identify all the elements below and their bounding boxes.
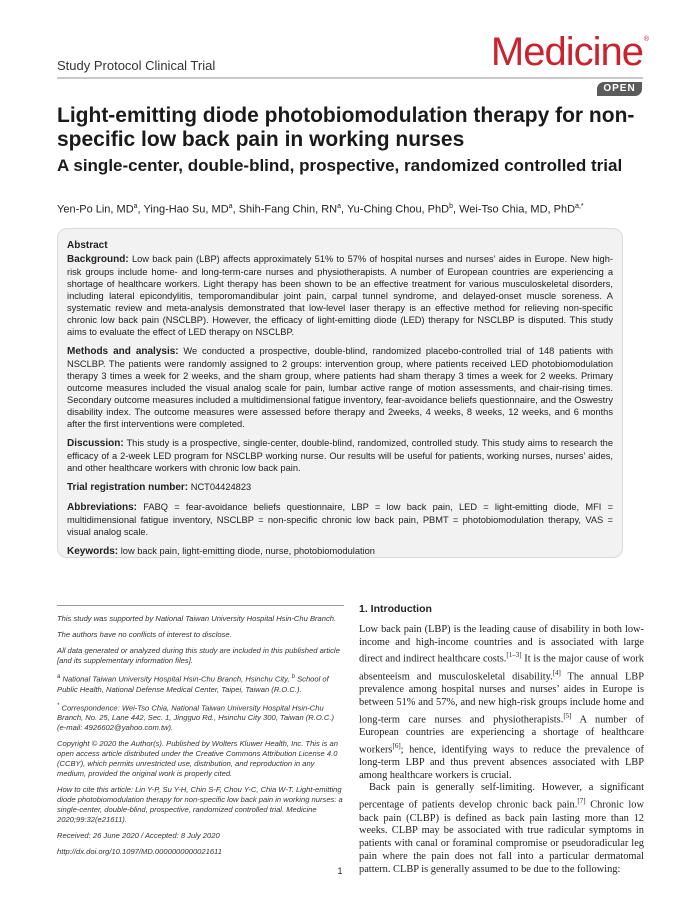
journal-logo: Medicine	[490, 30, 643, 74]
section-label: Study Protocol Clinical Trial	[57, 58, 216, 73]
data-availability-note: All data generated or analyzed during this study are included in this published article [and its supplementary information files].	[57, 646, 340, 665]
conflict-note: The authors have no conflicts of interest to disclose.	[57, 630, 232, 639]
affiliation-text: School of Public Health, National Defense Medical Center, Taipei, Taiwan (R.O.C.).	[57, 674, 329, 694]
affiliation-mark: a	[57, 674, 61, 680]
open-access-badge: OPEN	[597, 82, 642, 96]
body-paragraph	[359, 782, 644, 876]
page-header	[57, 30, 649, 82]
author-name: Yu-Ching Chou, PhD	[346, 203, 450, 216]
header-rule	[57, 77, 643, 79]
abstract-methods	[67, 345, 613, 430]
author-name: Yen-Po Lin, MD	[57, 203, 134, 216]
abstract-trial-registration	[67, 481, 613, 494]
introduction-column	[359, 603, 644, 876]
abstract-text: NCT04424823	[188, 482, 252, 492]
citation-note: How to cite this article: Lin Y-P, Su Y-H, Chin S-F, Chou Y-C, Chia W-T. Light-emitting diode photobiomodulation therapy for non-specific low back pain in working nurses: a single-center, double-blind, prospective, randomized controlled trial. Medicine 2020;99:32(e21611).	[57, 785, 343, 825]
abstract-label: Discussion:	[67, 438, 124, 449]
correspondence-text: Correspondence: Wei-Tso Chia, National Taiwan University Hospital Hsin-Chu Branch, No. 25, Lane 442, Sec. 1, Jingguo Rd., Hsinchu City 300, Taiwan (R.O.C.) (e-mail: 4926602@yahoo.com.tw).	[57, 703, 335, 733]
citation-ref[interactable]: [1–3]	[506, 651, 522, 660]
footnote-column	[57, 605, 344, 863]
affiliation-note	[57, 672, 344, 695]
abstract-text: FABQ = fear-avoidance beliefs questionnaire, LBP = low back pain, LED = light-emitting diode, MFI = multidimensional fatigue inventory, NSCLBP = non-specific chronic low back pain, PBMT = photobiomodulation therapy, VAS = visual analog scale.	[67, 502, 613, 537]
abstract-text: We conducted a prospective, double-blind, randomized placebo-controlled trial of 148 patients with NSCLBP. The patients were randomly assigned to 2 groups: intervention group, where patients received LED photobiomodulation therapy 3 times a week for 2 weeks, and the sham group, where patients had sham therapy 3 times a week for 2 weeks. Primary outcome measures included the visual analog scale for pain, lumbar active range of motion assessments, and chair-rising times. Secondary outcome measures included a multidimensional fatigue inventory, fear-avoidance beliefs questionnaire, and the Oswestry disability index. The outcome measures were assessed before therapy and 2weeks, 4 weeks, 8 weeks, 12 weeks, and 6 months after the first interventions were completed.	[67, 346, 613, 429]
abstract-background	[67, 253, 613, 338]
author-name: Wei-Tso Chia, MD, PhD	[459, 203, 576, 216]
abstract-box	[57, 228, 623, 558]
abstract-heading: Abstract	[67, 240, 108, 251]
abstract-keywords	[67, 545, 613, 558]
footnote-divider	[57, 605, 344, 606]
affiliation-mark: b	[291, 674, 295, 680]
body-text: Back pain is generally self-limiting. However, a significant percentage of patients develop chronic back pain.	[359, 782, 644, 811]
section-heading: 1. Introduction	[359, 603, 432, 615]
abstract-text: This study is a prospective, single-center, double-blind, randomized, controlled study. This study aims to research the efficacy of a 2-week LED program for NSCLBP working nurse. Our results will be useful for patients, working nurses, nurses’ aides, and other healthcare workers with chronic low back pain.	[67, 438, 613, 473]
correspondence-note	[57, 701, 344, 734]
copyright-note: Copyright © 2020 the Author(s). Published by Wolters Kluwer Health, Inc. This is an open access article distributed under the Creative Commons Attribution License 4.0 (CCBY), which permits unrestricted use, distribution, and reproduction in any medium, provided the original work is properly cited.	[57, 739, 338, 779]
received-dates: Received: 26 June 2020 / Accepted: 8 July 2020	[57, 831, 220, 841]
abstract-label: Keywords:	[67, 546, 119, 557]
body-text: Low back pain (LBP) is the leading cause of disability in both low-income and high-income countries and is associated with large direct and indirect healthcare costs.	[359, 623, 644, 665]
abstract-label: Trial registration number:	[67, 482, 189, 493]
abstract-label: Methods and analysis:	[67, 346, 179, 357]
body-text: Chronic low back pain (CLBP) is defined as back pain lasting more than 12 weeks. CLBP may be associated with true radicular symptoms in patients with canal or foraminal compromise or pseudoradicular leg pain where the pain does not fall into a particular dermatomal pattern. CLBP is generally assumed to be due to the following:	[359, 799, 645, 875]
article-title: Light-emitting diode photobiomodulation therapy for non-specific low back pain in working nurses	[57, 104, 635, 151]
citation-ref[interactable]: [6]	[392, 741, 401, 750]
abstract-text: low back pain, light-emitting diode, nurse, photobiomodulation	[118, 546, 375, 556]
doi-link[interactable]: http://dx.doi.org/10.1097/MD.0000000000021611	[57, 847, 222, 857]
author-affiliation-mark: a	[228, 203, 233, 210]
citation-ref[interactable]: [4]	[552, 668, 561, 677]
body-text: ; hence, identifying ways to reduce the prevalence of long-term LBP and thus prevent absences associated with LBP among healthcare workers is crucial.	[359, 744, 644, 781]
registered-mark: ®	[643, 36, 649, 43]
funding-note: This study was supported by National Taiwan University Hospital Hsin-Chu Branch.	[57, 614, 337, 623]
author-list: Yen-Po Lin, $MD^a$, Ying-Hao Su, $MD^a$, Shih-Fang Chin, $RN^a$, Yu-Ching Chou, PhD$^b$, Wei-Tso Chia, MD, PhD$^{a,*}$	[57, 203, 584, 216]
body-text: It is the major cause of work absenteeism and musculoskeletal disability.	[359, 653, 644, 683]
author-affiliation-mark: a,*	[575, 203, 584, 210]
body-text: A number of European countries are experiencing a shortage of healthcare workers	[359, 713, 644, 756]
citation-ref[interactable]: [7]	[577, 797, 586, 806]
abstract-discussion	[67, 437, 613, 474]
author-affiliation-mark: a	[337, 203, 342, 210]
author-affiliation-mark: a	[133, 203, 138, 210]
body-text: The annual LBP prevalence among hospital nurses and nurses’ aides in Europe is between 51% and 57%, and new high-risk groups include home and long-term care nurses and physiotherapists.	[359, 671, 644, 725]
author-name: Shih-Fang Chin, RN	[238, 203, 338, 216]
citation-ref[interactable]: [5]	[563, 711, 572, 720]
page-number: 1	[337, 866, 343, 876]
correspondence-mark: *	[57, 702, 60, 709]
body-paragraph	[359, 624, 644, 783]
affiliation-text: National Taiwan University Hospital Hsin-Chu Branch, Hsinchu City,	[60, 674, 292, 684]
abstract-abbreviations	[67, 501, 613, 538]
abstract-text: Low back pain (LBP) affects approximately 51% to 57% of hospital nurses and nurses’ aides in Europe. New high-risk groups include home- and long-term-care nurses and physiotherapists. A number of European countries are experiencing a shortage of healthcare workers. Light therapy has been shown to be an effective treatment for various musculoskeletal disorders, including lateral epicondylitis, temporomandibular joint pain, carpal tunnel syndrome, and delayed-onset muscle soreness. A systematic review and meta-analysis demonstrated that low-level laser therapy is an effective method for relieving non-specific chronic low back pain (NSCLBP). However, the efficacy of light-emitting diode (LED) therapy for NSCLBP is disputed. This study aims to evaluate the effect of LED therapy on NSCLBP.	[67, 254, 613, 337]
abstract-label: Background:	[67, 254, 129, 265]
author-name: Ying-Hao Su, MD	[143, 203, 229, 216]
abstract-label: Abbreviations:	[67, 502, 138, 513]
author-affiliation-mark: b	[449, 203, 453, 210]
article-subtitle: A single-center, double-blind, prospective, randomized controlled trial	[57, 156, 623, 175]
